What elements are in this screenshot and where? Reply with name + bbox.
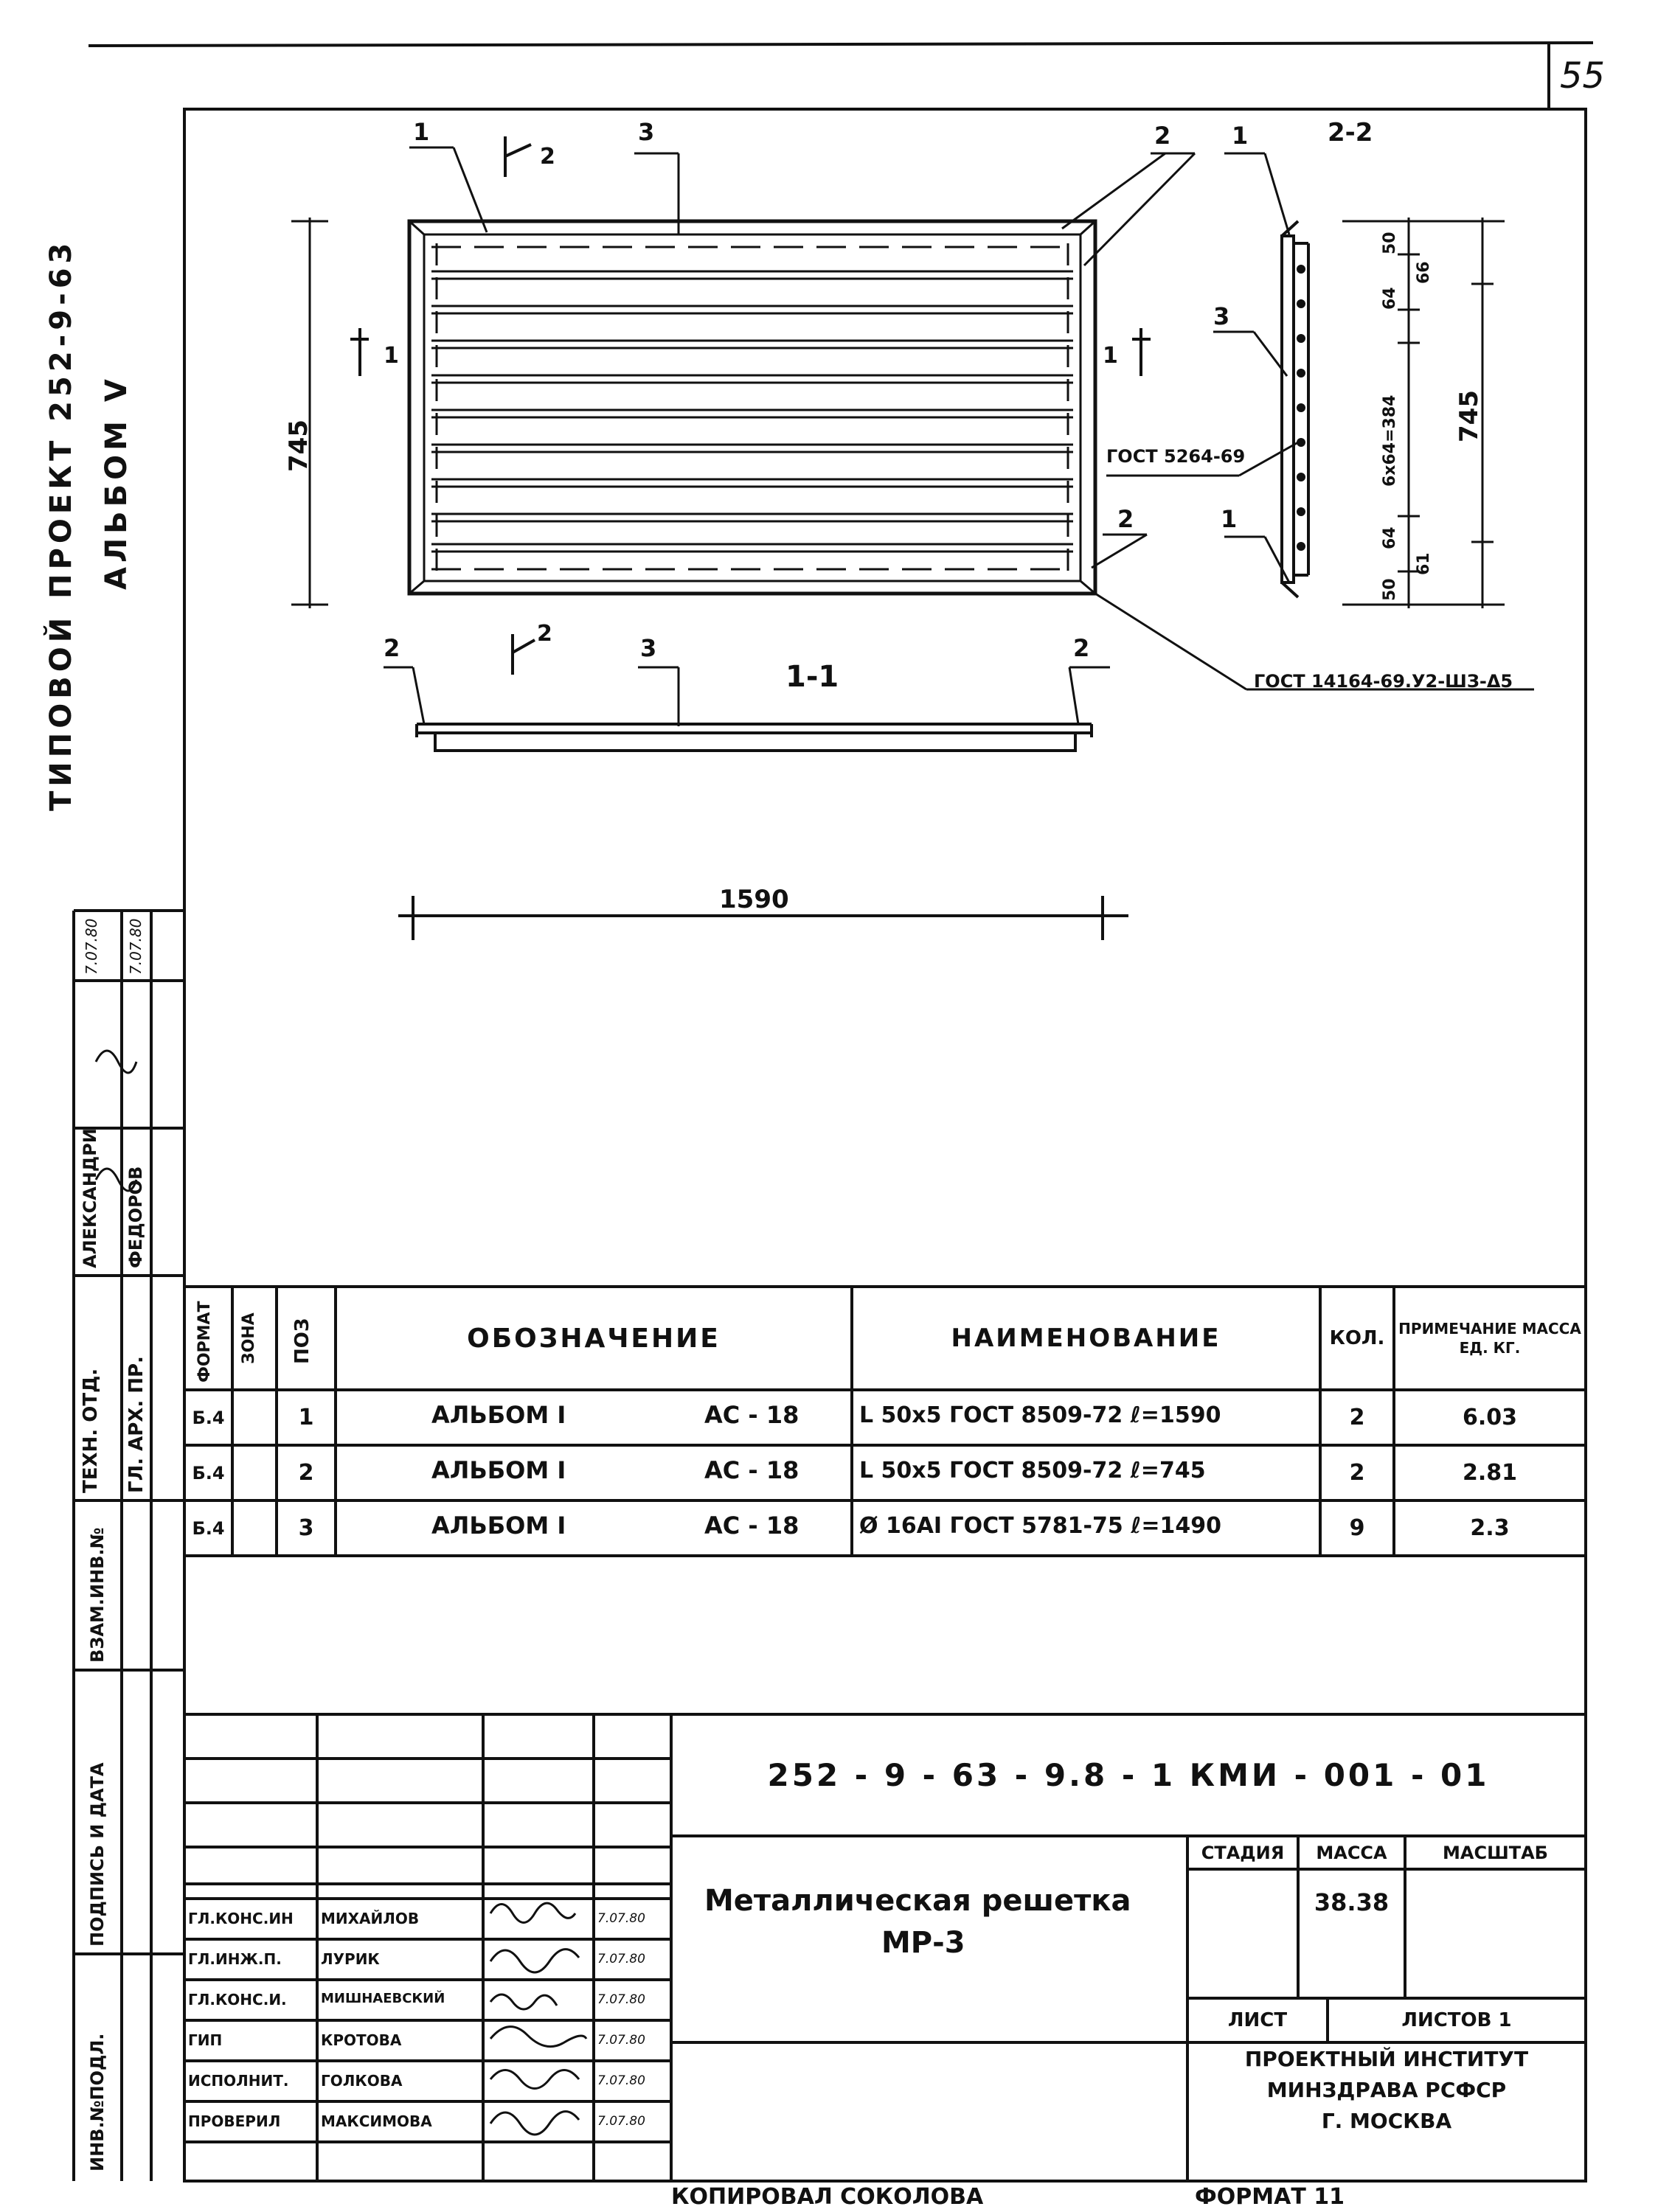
dim-2-2-64-top: 64	[1381, 287, 1399, 310]
staff-date: 7.07.80	[597, 1952, 645, 1966]
copied-by: КОПИРОВАЛ СОКОЛОВА	[671, 2184, 984, 2210]
row-code: АС - 18	[704, 1456, 799, 1484]
mass-label: МАССА	[1316, 1842, 1387, 1863]
header-qty: КОЛ.	[1329, 1327, 1385, 1349]
row-name: L 50x5 ГОСТ 8509-72 ℓ=1590	[859, 1402, 1221, 1428]
row-album: АЛЬБОМ I	[431, 1512, 566, 1540]
dim-2-2-66: 66	[1415, 261, 1433, 284]
row-name: L 50x5 ГОСТ 8509-72 ℓ=745	[859, 1458, 1206, 1484]
dim-2-2-6x64: 6x64=384	[1381, 394, 1399, 487]
row-pos: 1	[298, 1405, 314, 1430]
header-pos: ПОЗ	[291, 1318, 313, 1364]
stamp-label-inventory: ИНВ.№ПОДЛ.	[87, 2033, 108, 2171]
binder-role-1: ТЕХН. ОТД.	[80, 1368, 102, 1493]
dim-2-2-64-bottom: 64	[1381, 526, 1399, 549]
staff-date: 7.07.80	[597, 2033, 645, 2048]
stamp-label-signature: ПОДПИСЬ И ДАТА	[87, 1762, 108, 1947]
sheet-label: ЛИСТ	[1227, 2009, 1288, 2031]
staff-name: ЛУРИК	[321, 1950, 380, 1968]
cut-label-2-top: 2	[540, 144, 555, 170]
row-code: АС - 18	[704, 1512, 799, 1540]
mass-value: 38.38	[1314, 1888, 1390, 1916]
staff-name: КРОТОВА	[321, 2031, 402, 2049]
staff-date: 7.07.80	[597, 2114, 645, 2129]
project-label: ТИПОВОЙ ПРОЕКТ 252-9-63	[44, 238, 78, 811]
drawing-subtitle: МР-3	[881, 1926, 965, 1960]
sheet-number: 55	[1560, 55, 1606, 97]
section-2-2-title: 2-2	[1328, 118, 1373, 147]
signature-lurik	[490, 1950, 579, 1972]
row-qty: 2	[1349, 1460, 1365, 1486]
staff-date: 7.07.80	[597, 1992, 645, 2007]
staff-role: ГЛ.ИНЖ.П.	[188, 1950, 282, 1968]
binder-name-1: АЛЕКСАНДРИ	[80, 1128, 100, 1268]
row-format: Б.4	[192, 1462, 225, 1484]
staff-role: ГЛ.КОНС.ИН	[188, 1910, 294, 1927]
signature-mishnaevsky	[490, 1994, 557, 2009]
signature-binder-1	[96, 1051, 136, 1073]
staff-role: ГИП	[188, 2031, 223, 2049]
callout-1-s22-bottom: 1	[1221, 505, 1238, 533]
weld-note: ГОСТ 14164-69.У2-ШЗ-Δ5	[1254, 671, 1513, 692]
row-album: АЛЬБОМ I	[431, 1456, 566, 1484]
callout-2-section-right: 2	[1073, 634, 1090, 662]
staff-role: ИСПОЛНИТ.	[188, 2072, 289, 2090]
org-line-2: МИНЗДРАВА РСФСР	[1266, 2078, 1507, 2102]
staff-role: ГЛ.КОНС.И.	[188, 1991, 287, 2008]
row-code: АС - 18	[704, 1401, 799, 1429]
callout-2-plan-bottom: 2	[1117, 505, 1134, 533]
stamp-label-replace: ВЗАМ.ИНВ.№	[87, 1527, 108, 1663]
album-label: АЛЬБОМ V	[100, 375, 133, 590]
staff-date: 7.07.80	[597, 1911, 645, 1926]
binder-date-2: 7.07.80	[127, 918, 145, 975]
row-qty: 9	[1349, 1515, 1365, 1541]
plan-dim-height: 745	[284, 420, 313, 472]
staff-name: ГОЛКОВА	[321, 2072, 403, 2090]
format-label: ФОРМАТ 11	[1195, 2184, 1345, 2210]
signature-krotova	[490, 2027, 586, 2047]
cut-label-1-left: 1	[384, 343, 399, 369]
dim-2-2-50-bottom: 50	[1381, 578, 1399, 601]
dim-2-2-61: 61	[1415, 552, 1433, 575]
binder-date-1: 7.07.80	[83, 918, 100, 975]
callout-3-s22: 3	[1213, 302, 1230, 330]
plan-dim-width: 1590	[719, 885, 789, 914]
drawing-title: Металлическая решетка	[704, 1884, 1131, 1918]
signature-golkova	[490, 2070, 579, 2089]
row-pos: 3	[298, 1515, 314, 1541]
header-designation: ОБОЗНАЧЕНИЕ	[467, 1323, 721, 1354]
staff-name: МИШНАЕВСКИЙ	[321, 1991, 445, 2006]
staff-role: ПРОВЕРИЛ	[188, 2112, 281, 2130]
header-name: НАИМЕНОВАНИЕ	[951, 1324, 1221, 1353]
staff-name: МИХАЙЛОВ	[321, 1910, 420, 1927]
callout-3-plan: 3	[638, 118, 655, 146]
header-note: ПРИМЕЧАНИЕ МАССА ЕД. КГ.	[1398, 1320, 1581, 1357]
org-line-3: Г. МОСКВА	[1321, 2109, 1452, 2133]
cut-label-2-bottom: 2	[537, 621, 552, 647]
stage-label: СТАДИЯ	[1201, 1842, 1285, 1863]
signature-mikhailov	[490, 1903, 575, 1922]
callout-1-s22-top: 1	[1232, 122, 1249, 150]
cut-label-1-right: 1	[1103, 343, 1118, 369]
row-qty: 2	[1349, 1405, 1365, 1430]
row-format: Б.4	[192, 1407, 225, 1428]
sheets-label: ЛИСТОВ 1	[1401, 2009, 1512, 2031]
row-pos: 2	[298, 1460, 314, 1486]
callout-1-plan: 1	[413, 118, 430, 146]
callout-3-section: 3	[640, 634, 657, 662]
callout-2-plan-top: 2	[1154, 122, 1171, 150]
header-zone: ЗОНА	[240, 1312, 258, 1364]
section-1-1-title: 1-1	[785, 660, 839, 694]
binder-name-2: ФЕДОРОВ	[125, 1166, 146, 1268]
header-format: ФОРМАТ	[195, 1301, 214, 1382]
org-line-1: ПРОЕКТНЫЙ ИНСТИТУТ	[1244, 2047, 1529, 2071]
gost-bar-label: ГОСТ 5264-69	[1106, 446, 1246, 467]
callout-2-section-left: 2	[384, 634, 400, 662]
binder-role-2: ГЛ. АРХ. ПР.	[125, 1356, 148, 1493]
row-format: Б.4	[192, 1517, 225, 1539]
row-album: АЛЬБОМ I	[431, 1401, 566, 1429]
document-code: 252 - 9 - 63 - 9.8 - 1 КМИ - 001 - 01	[767, 1757, 1490, 1793]
dim-2-2-50-top: 50	[1381, 232, 1399, 254]
row-mass: 2.81	[1462, 1460, 1518, 1486]
row-mass: 2.3	[1470, 1515, 1510, 1541]
staff-name: МАКСИМОВА	[321, 2112, 432, 2130]
signature-maksimova	[490, 2112, 579, 2135]
staff-date: 7.07.80	[597, 2073, 645, 2088]
row-mass: 6.03	[1462, 1405, 1518, 1430]
scale-label: МАСШТАБ	[1443, 1842, 1548, 1863]
row-name: Ø 16AI ГОСТ 5781-75 ℓ=1490	[859, 1513, 1221, 1539]
dim-2-2-745: 745	[1454, 390, 1484, 442]
